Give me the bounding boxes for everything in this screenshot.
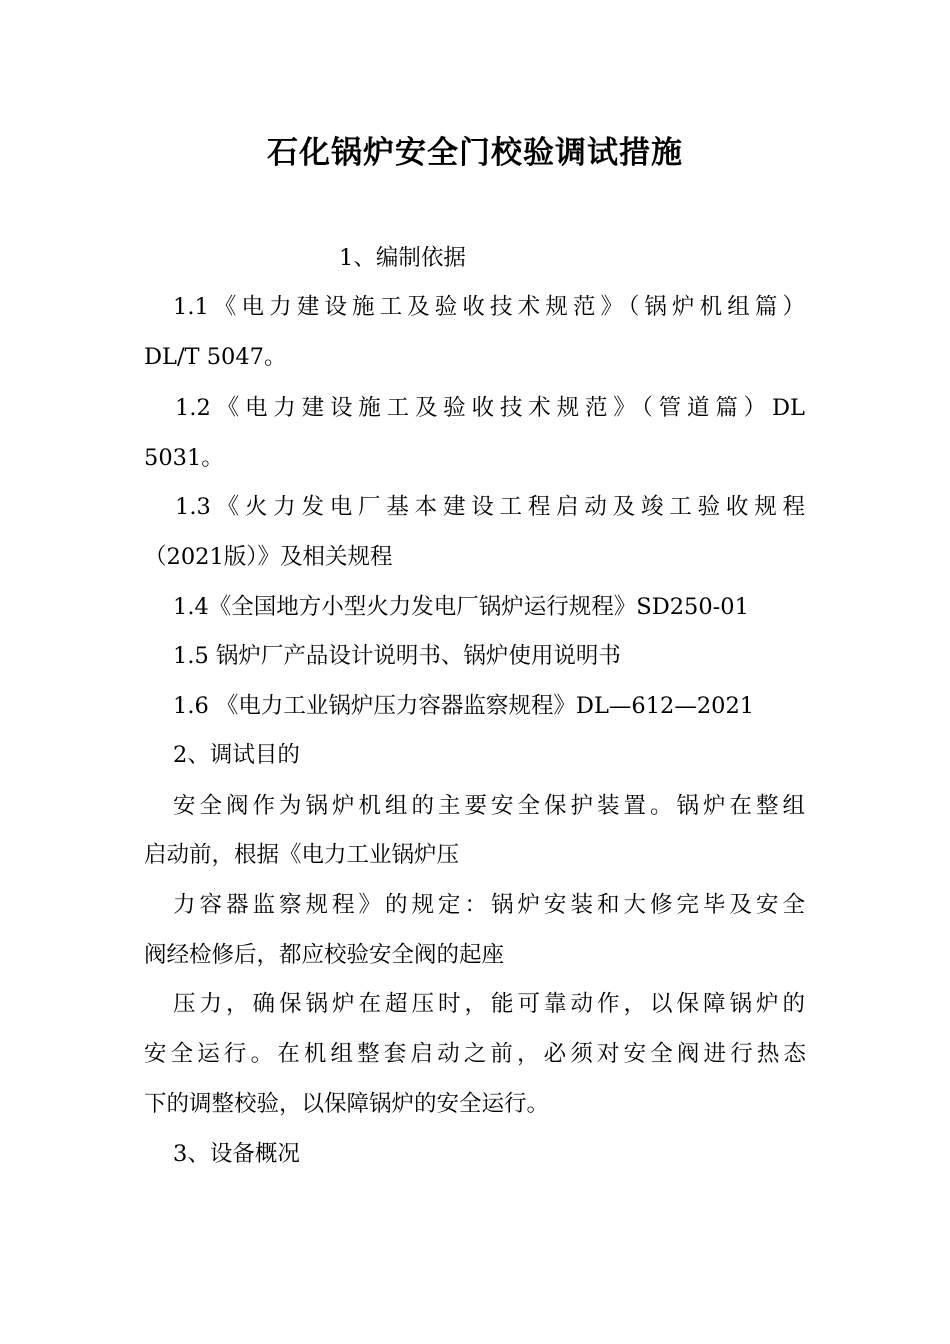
section-heading: 3、设备概况 xyxy=(173,1141,300,1167)
paragraph-line: 阀经检修后，都应校验安全阀的起座 xyxy=(144,942,505,968)
paragraph-line: 1.5 锅炉厂产品设计说明书、锅炉使用说明书 xyxy=(173,643,621,669)
paragraph-line: 5031。 xyxy=(144,445,224,471)
paragraph-line: 1.3《火力发电厂基本建设工程启动及竣工验收规程 xyxy=(175,494,805,520)
paragraph-line: 1.1《电力建设施工及验收技术规范》（锅炉机组篇） xyxy=(173,294,805,320)
paragraph-line: 启动前，根据《电力工业锅炉压 xyxy=(144,842,460,868)
paragraph-line: 1.4《全国地方小型火力发电厂锅炉运行规程》SD250-01 xyxy=(173,594,749,620)
paragraph-line: 安全运行。在机组整套启动之前，必须对安全阀进行热态 xyxy=(144,1041,806,1067)
document-title: 石化锅炉安全门校验调试措施 xyxy=(267,135,683,171)
paragraph-line: 1.6 《电力工业锅炉压力容器监察规程》DL—612—2021 xyxy=(173,693,755,719)
paragraph-line: 压力，确保锅炉在超压时，能可靠动作，以保障锅炉的 xyxy=(173,991,805,1017)
paragraph-line: 力容器监察规程》的规定：锅炉安装和大修完毕及安全 xyxy=(173,892,805,918)
paragraph-line: 下的调整校验，以保障锅炉的安全运行。 xyxy=(144,1091,550,1117)
paragraph-line: 安全阀作为锅炉机组的主要安全保护装置。锅炉在整组 xyxy=(173,793,805,819)
paragraph-line: DL/T 5047。 xyxy=(144,344,287,370)
section-heading: 2、调试目的 xyxy=(173,742,300,768)
paragraph-line: （2021版）》及相关规程 xyxy=(144,544,393,570)
paragraph-line: 1.2《电力建设施工及验收技术规范》（管道篇）DL xyxy=(175,395,805,421)
section-heading: 1、编制依据 xyxy=(339,245,466,271)
